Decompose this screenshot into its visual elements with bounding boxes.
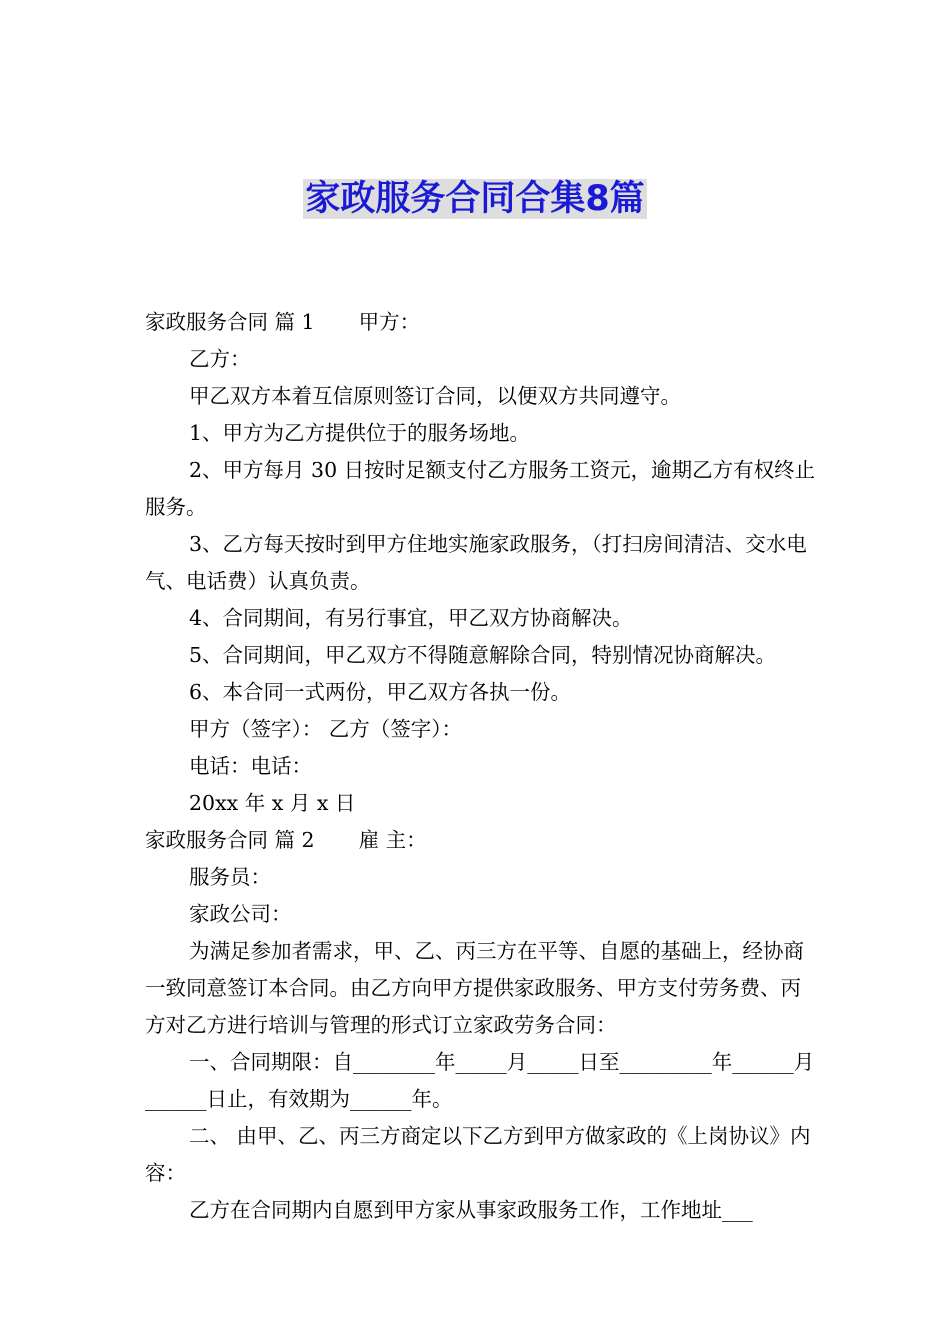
contract2-agreement: 二、 由甲、乙、丙三方商定以下乙方到甲方做家政的《上岗协议》内容：	[145, 1124, 811, 1185]
contract1-heading-line	[145, 304, 817, 341]
contract1-clause-4: 4、合同期间，有另行事宜，甲乙双方协商解决。	[189, 606, 633, 630]
contract1-signatures: 甲方（签字）： 乙方（签字）：	[189, 717, 463, 741]
contract1-intro: 甲乙双方本着互信原则签订合同，以便双方共同遵守。	[189, 384, 681, 408]
contract1-party-b: 乙方：	[189, 347, 251, 371]
contract1-clause-3: 3、乙方每天按时到甲方住地实施家政服务，（打扫房间清洁、交水电气、电话费）认真负责。	[145, 532, 807, 593]
contract2-heading: 家政服务合同 篇 2	[145, 828, 315, 852]
document-title-text: 家政服务合同合集8篇	[305, 179, 645, 219]
contract2-intro: 为满足参加者需求，甲、乙、丙三方在平等、自愿的基础上，经协商一致同意签订本合同。由乙方向甲方提供家政服务、甲方支付劳务费、丙方对乙方进行培训与管理的形式订立家政劳务合同：	[145, 939, 804, 1037]
contract2-term: 一、合同期限：自________年_____月_____日至_________年______月______日止，有效期为______年。	[145, 1050, 815, 1111]
contract1-phones: 电话：电话：	[189, 754, 312, 778]
contract1-clause-2: 2、甲方每月 30 日按时足额支付乙方服务工资元，逾期乙方有权终止服务。	[145, 458, 816, 519]
document-title	[0, 176, 950, 222]
contract1-clause-6: 6、本合同一式两份，甲乙双方各执一份。	[189, 680, 572, 704]
contract2-employer: 雇 主：	[358, 828, 427, 852]
contract1-clause-5: 5、合同期间，甲乙双方不得随意解除合同，特别情况协商解决。	[189, 643, 777, 667]
contract2-work: 乙方在合同期内自愿到甲方家从事家政服务工作，工作地址___	[189, 1198, 753, 1222]
contract2-attendant: 服务员：	[189, 865, 271, 889]
contract1-clause-1: 1、甲方为乙方提供位于的服务场地。	[189, 421, 531, 445]
contract1-heading: 家政服务合同 篇 1	[145, 310, 315, 334]
contract2-heading-line	[145, 822, 817, 859]
contract2-company: 家政公司：	[189, 902, 292, 926]
document-body	[145, 304, 817, 1229]
contract1-party-a: 甲方：	[358, 310, 421, 334]
contract1-date: 20xx 年 x 月 x 日	[189, 791, 356, 815]
